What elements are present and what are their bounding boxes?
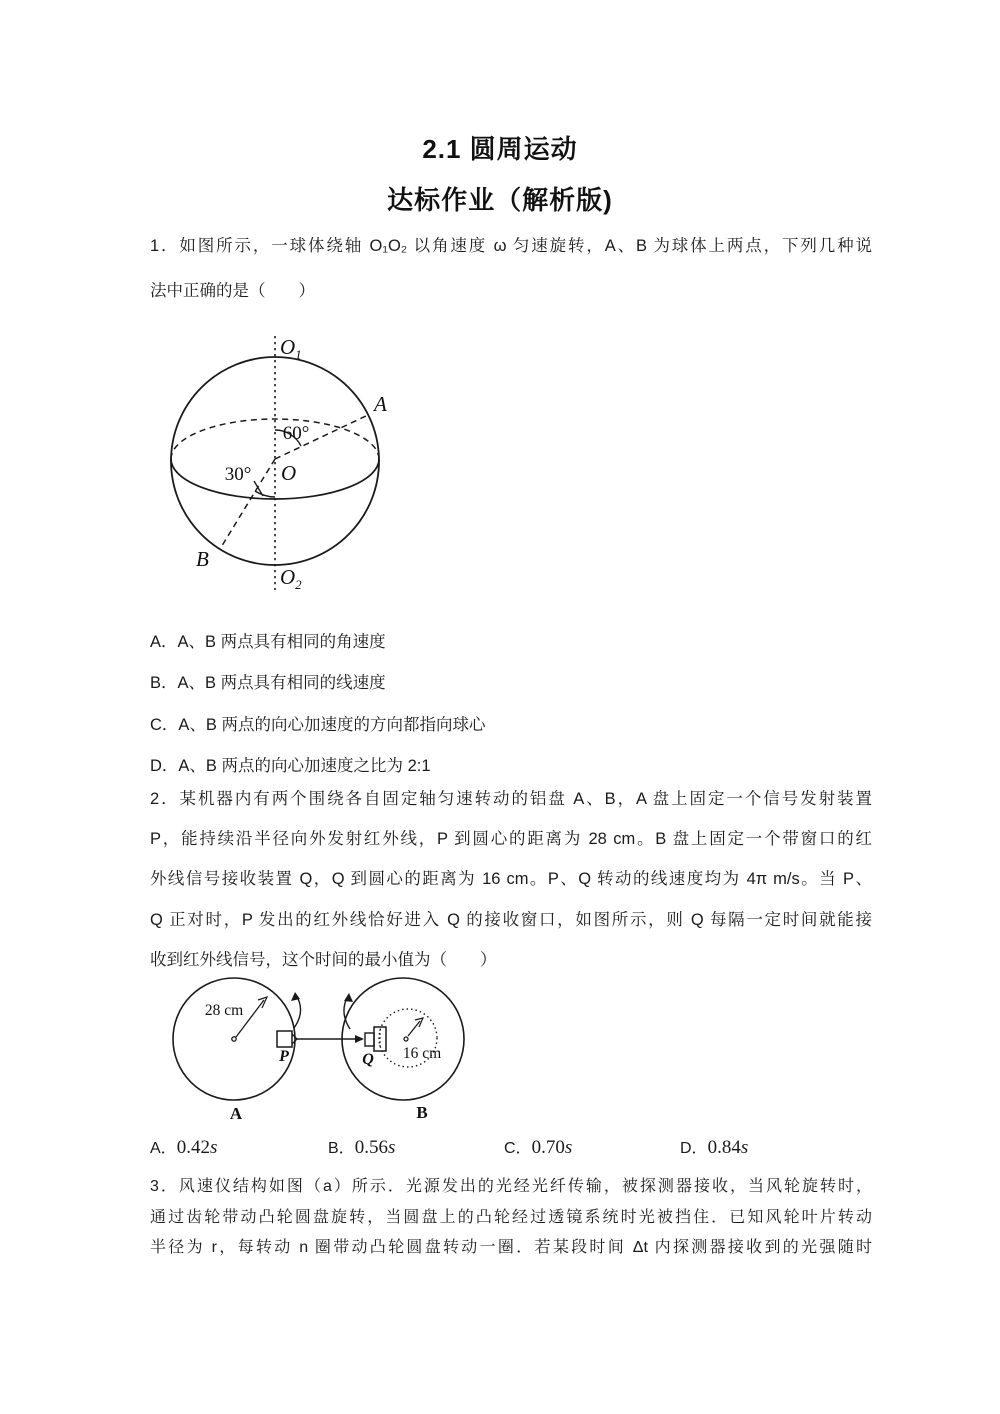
axis-bottom-label: $O_2$ <box>280 565 302 592</box>
q2-choice-a-letter: A． <box>150 1140 177 1157</box>
disc-b-center-dot <box>404 1037 408 1041</box>
center-o-label: O <box>281 461 297 485</box>
disc-b-radius-arrow <box>408 1021 420 1036</box>
q2-choice-c-letter: C． <box>504 1140 532 1157</box>
doc-title: 2.1 圆周运动 <box>422 134 578 164</box>
q2-choice-d <box>680 1136 748 1161</box>
q2-text-line-3: 外线信号接收装置 Q，Q 到圆心的距离为 16 cm。P、Q 转动的线速度均为 4π m/s。当 P、 <box>150 870 872 888</box>
q3-text-line-1: 3．风速仪结构如图（a）所示．光源发出的光经光纤传输，被探测器接收，当风轮旋转时， <box>150 1178 872 1195</box>
q3-text-line-3: 半径为 r，每转动 n 圈带动凸轮圆盘转动一圈．若某段时间 Δt 内探测器接收到的光强随时 <box>150 1239 872 1256</box>
q2-choice-c <box>504 1136 572 1161</box>
q1-option-a: A．A、B 两点具有相同的角速度 <box>150 633 386 651</box>
q2-choice-c-unit: s <box>564 1137 573 1158</box>
axis-top-label: $O_1$ <box>280 335 302 362</box>
disc-a-radius-label: 28 cm <box>204 1002 244 1019</box>
q2-choice-d-letter: D． <box>680 1140 708 1157</box>
q2-choice-a <box>150 1136 217 1161</box>
angle-30-arc <box>255 491 275 497</box>
q2-choice-b-unit: s <box>387 1137 396 1158</box>
sphere-outline <box>171 357 379 565</box>
q1-text-line-1: 1．如图所示，一球体绕轴 O₁O₂ 以角速度 ω 匀速旋转，A、B 为球体上两点，下列几种说 <box>150 237 872 255</box>
disc-b-radius-label: 16 cm <box>402 1045 442 1062</box>
q1-text-line-2: 法中正确的是（ ） <box>150 282 315 300</box>
receiver-q-window <box>365 1033 374 1046</box>
emitter-p-body <box>277 1031 292 1047</box>
disc-a-center-dot <box>232 1037 236 1041</box>
q2-text-line-1: 2．某机器内有两个围绕各自固定轴匀速转动的铝盘 A、B，A 盘上固定一个信号发射装置 <box>150 790 872 808</box>
q2-choice-c-value: 0.70 <box>531 1137 565 1158</box>
q1-option-c: C．A、B 两点的向心加速度的方向都指向球心 <box>150 716 486 734</box>
q2-choice-a-value: 0.42 <box>176 1137 210 1158</box>
q3-text-line-2: 通过齿轮带动凸轮圆盘旋转，当圆盘上的凸轮经过透镜系统时光被挡住．已知风轮叶片转动 <box>150 1209 872 1226</box>
emitter-p-label: P <box>279 1048 289 1065</box>
angle-60-label: 60° <box>282 423 310 444</box>
q2-text-line-5: 收到红外线信号，这个时间的最小值为（ ） <box>150 951 497 969</box>
discs-figure <box>150 968 500 1128</box>
q2-choice-d-value: 0.84 <box>707 1137 741 1158</box>
q1-option-b: B．A、B 两点具有相同的线速度 <box>150 674 386 692</box>
q2-choice-d-unit: s <box>740 1137 749 1158</box>
q2-choice-b-value: 0.56 <box>354 1137 388 1158</box>
receiver-q-label: Q <box>362 1051 374 1068</box>
sphere-figure <box>150 320 450 600</box>
q1-option-d: D．A、B 两点的向心加速度之比为 2:1 <box>150 757 431 775</box>
point-a-label: A <box>374 392 387 416</box>
doc-subtitle: 达标作业（解析版) <box>387 185 613 215</box>
disc-a-label: A <box>229 1104 243 1123</box>
q2-text-line-2: P，能持续沿半径向外发射红外线，P 到圆心的距离为 28 cm。B 盘上固定一个带窗口的红 <box>150 830 872 848</box>
angle-30-label: 30° <box>224 464 252 485</box>
beam-arrowhead <box>355 1035 364 1043</box>
disc-b-rotation-arrowhead <box>344 993 353 1002</box>
q2-choice-a-unit: s <box>209 1137 218 1158</box>
point-b-label: B <box>196 547 209 571</box>
q2-choice-b-letter: B． <box>328 1140 355 1157</box>
q2-choice-b <box>328 1136 395 1161</box>
disc-b-label: B <box>416 1103 428 1122</box>
q2-text-line-4: Q 正对时，P 发出的红外线恰好进入 Q 的接收窗口，如图所示，则 Q 每隔一定时间就能接 <box>150 911 872 929</box>
